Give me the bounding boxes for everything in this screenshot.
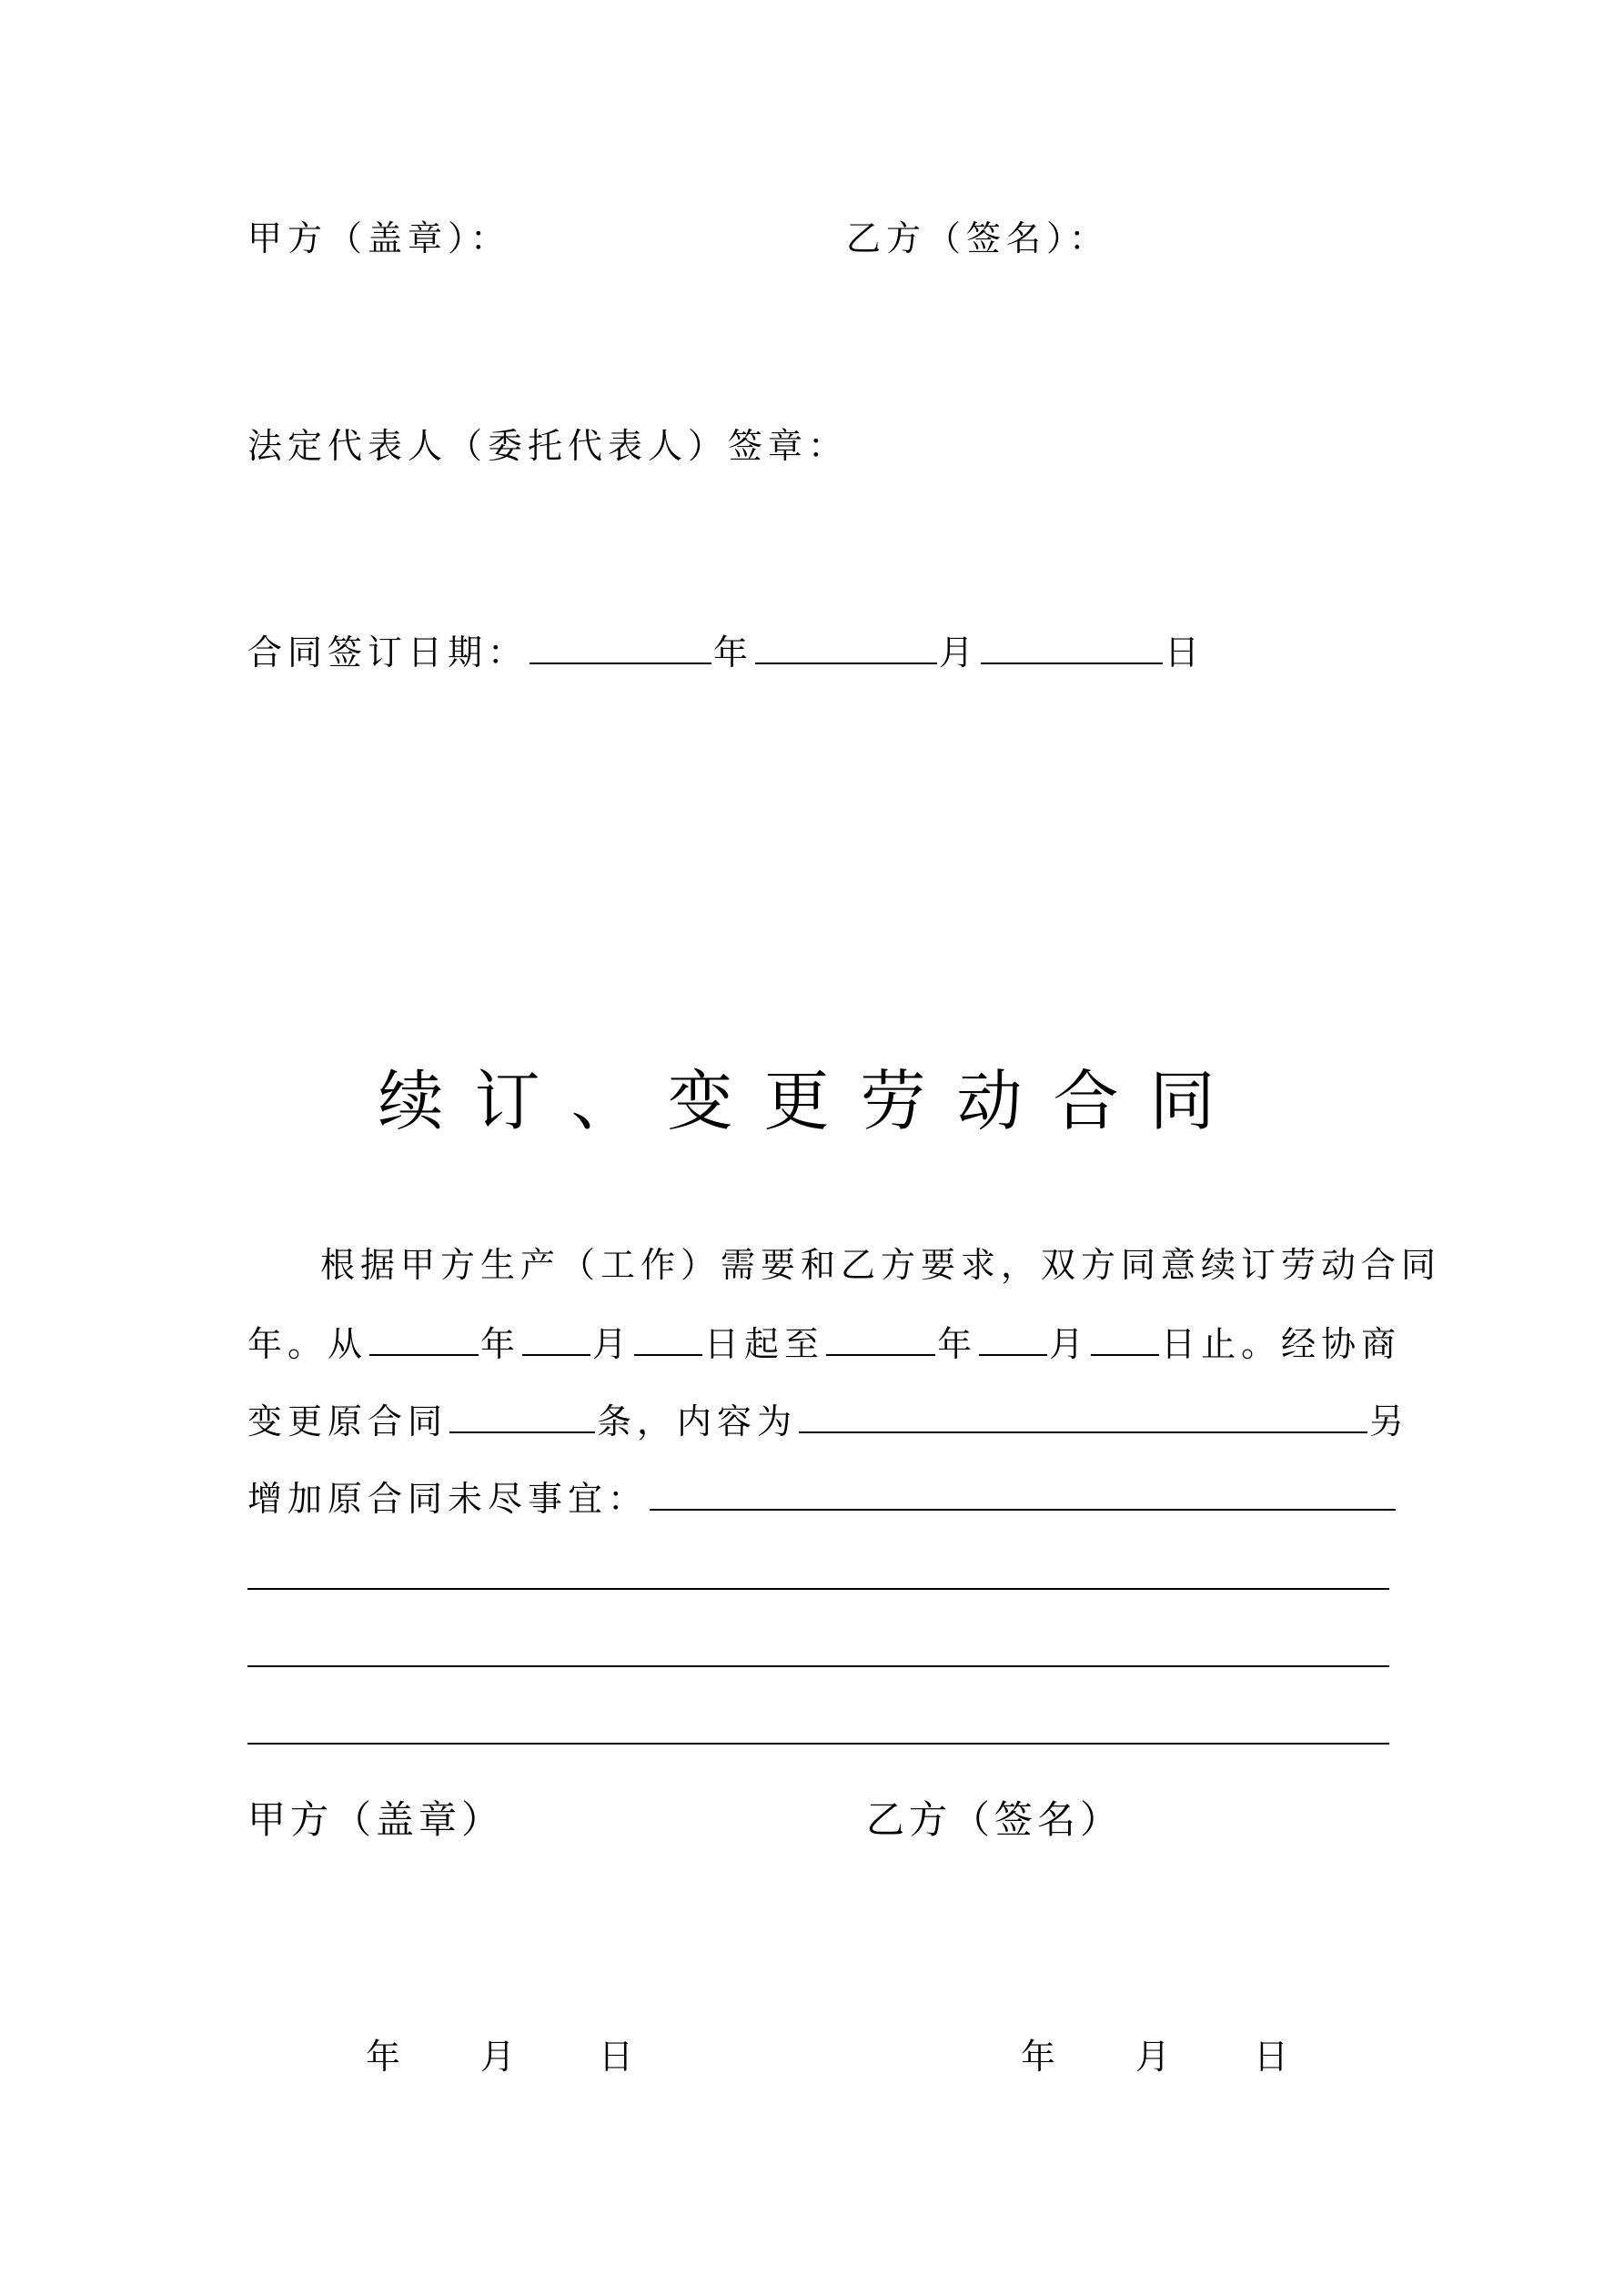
clause-number-blank[interactable]: [449, 1397, 595, 1433]
from-year-blank[interactable]: [369, 1320, 479, 1356]
renewal-line-4: [247, 1474, 1397, 1522]
sign-year-label: 年: [713, 632, 754, 673]
bottom-party-b-sign: 乙方（签名）: [866, 1797, 1124, 1842]
to-month-blank[interactable]: [979, 1320, 1047, 1356]
sign-day-blank[interactable]: [981, 628, 1163, 664]
sign-date-label: 合同签订日期：: [247, 632, 529, 673]
blank-line-2[interactable]: [247, 1665, 1389, 1667]
additional-items-blank[interactable]: [650, 1474, 1396, 1511]
sign-month-label: 月: [939, 632, 980, 673]
renewal-line-3: [247, 1397, 1409, 1444]
sign-day-label: 日: [1165, 632, 1205, 673]
renewal-line-1: 根据甲方生产（工作）需要和乙方要求，双方同意续订劳动合同: [320, 1245, 1442, 1285]
sign-month-blank[interactable]: [755, 628, 937, 664]
from-month-blank[interactable]: [522, 1320, 590, 1356]
to-day-blank[interactable]: [1091, 1320, 1159, 1356]
party-b-day-label: 日: [1254, 2037, 1289, 2077]
from-day-blank[interactable]: [634, 1320, 702, 1356]
to-year-blank[interactable]: [826, 1320, 935, 1356]
party-b-sign-label: 乙方（签名）：: [846, 218, 1110, 258]
line3-start: 变更原合同: [247, 1401, 449, 1441]
line2-year1: 年: [480, 1324, 521, 1364]
party-b-year-label: 年: [1021, 2037, 1056, 2077]
party-a-year-label: 年: [366, 2037, 401, 2077]
sign-year-blank[interactable]: [530, 628, 711, 664]
renewal-title: 续订、变更劳动合同: [378, 1063, 1246, 1139]
legal-rep-label: 法定代表人（委托代表人）签章：: [247, 426, 849, 466]
line3-end: 另: [1369, 1401, 1410, 1441]
line3-mid: 条，内容为: [597, 1401, 798, 1441]
party-b-month-label: 月: [1135, 2037, 1171, 2077]
line4-start: 增加原合同未尽事宜：: [247, 1479, 649, 1519]
line2-year2: 年: [937, 1324, 978, 1364]
bottom-party-a-seal: 甲方（盖章）: [247, 1797, 505, 1842]
line2-start: 年。从: [247, 1324, 368, 1364]
renewal-line-2: [247, 1320, 1401, 1367]
blank-line-1[interactable]: [247, 1588, 1389, 1590]
line2-day1: 日起至: [704, 1324, 825, 1364]
line2-month2: 月: [1049, 1324, 1090, 1364]
change-content-blank[interactable]: [799, 1397, 1367, 1433]
party-a-month-label: 月: [480, 2037, 516, 2077]
blank-line-3[interactable]: [247, 1743, 1389, 1745]
sign-date-row: [247, 628, 1205, 675]
party-a-day-label: 日: [599, 2037, 634, 2077]
party-a-seal-label: 甲方（盖章）：: [247, 218, 511, 258]
line2-day2: 日止。经协商: [1161, 1324, 1402, 1364]
line2-month1: 月: [592, 1324, 633, 1364]
